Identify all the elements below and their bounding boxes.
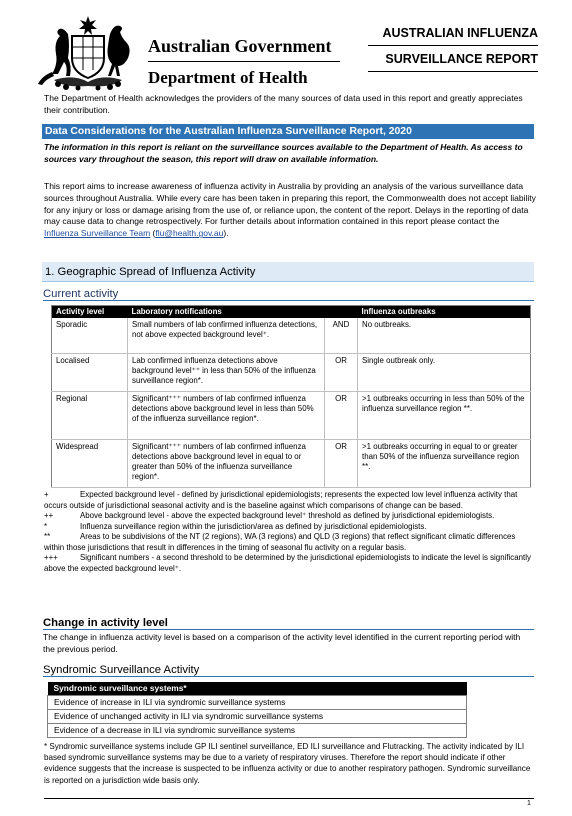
table-header-row [52,306,531,319]
table-row [52,353,531,391]
heading-rule [43,300,534,301]
footnote-symbol: +++ [44,553,58,562]
change-activity-text: The change in influenza activity level is based on a comparison of the activity level identified in the current reporting period with the previous period. [43,632,521,654]
email-link[interactable]: flu@health.gov.au [155,228,224,239]
footnote-text: Above background level - above the expected background level⁺ threshold as defined by jurisdictional epidemiologists. [80,511,495,520]
table-row [48,724,467,738]
section-1-title: 1. Geographic Spread of Influenza Activity [42,262,534,282]
aims-text: This report aims to increase awareness of influenza activity in Australia by providing an analysis of the various surveillance data sources throughout Australia. While every care has been taken in preparing this report, the Commonwealth does not accept liability for any injury or loss or damage arising from the use of, or reliance upon, the content of the report. Delays in the reporting of data may cause data to change retrospectively. For further details about information contained in this report please contact the [44,181,536,227]
footnote [44,511,534,522]
outbreaks-cell: >1 outbreaks occurring in equal to or greater than 50% of the influenza surveillance region **. [358,439,531,487]
column-header: Activity level [52,306,128,319]
activity-level-cell: Widespread [52,439,128,487]
outbreaks-cell: No outbreaks. [358,318,531,353]
activity-level-table [51,305,531,488]
activity-level-cell: Localised [52,353,128,391]
table-row [52,439,531,487]
column-header: Laboratory notifications [128,306,325,319]
current-activity-heading: Current activity [43,288,119,300]
footnote [44,553,534,574]
heading-rule [43,629,534,630]
department-name: Department of Health [148,68,308,87]
operator-cell: OR [325,353,358,391]
report-aims-paragraph [44,181,536,240]
footnote-symbol: ++ [44,511,54,520]
report-title-line1: AUSTRALIAN INFLUENZA [382,26,538,40]
lab-notifications-cell: Lab confirmed influenza detections above background level⁺⁺ in less than 50% of the influenza surveillance region*. [128,353,325,391]
footnote [44,490,534,511]
operator-cell: OR [325,391,358,439]
syndromic-heading: Syndromic Surveillance Activity [43,664,200,676]
lab-notifications-cell: Significant⁺⁺⁺ numbers of lab confirmed influenza detections above background level in equal to or greater than 50% of the influenza surveillance region*. [128,439,325,487]
operator-cell: AND [325,318,358,353]
report-title [368,22,538,74]
outbreaks-cell: >1 outbreaks occurring in less than 50% of the influenza surveillance region **. [358,391,531,439]
footnote-symbol: * [44,521,48,531]
header-divider [148,61,340,62]
footnote-text: Influenza surveillance region within the jurisdiction/area as defined by jurisdictional epidemiologists. [80,521,427,531]
table-row [52,391,531,439]
report-title-rule [368,45,538,46]
paren-open: ( [150,228,156,239]
lab-notifications-cell: Small numbers of lab confirmed influenza detections, not above expected background level⁺. [128,318,325,353]
footer-rule [44,798,534,799]
syndromic-table [47,682,467,738]
syndromic-section [43,664,534,677]
page-number: 1 [527,800,531,807]
outbreaks-cell: Single outbreak only. [358,353,531,391]
acknowledgement-text: The Department of Health acknowledges the providers of the many sources of data used in this report and greatly appreciates their contribution. [44,93,523,115]
syndromic-note: * Syndromic surveillance systems include GP ILI sentinel surveillance, ED ILI surveillance and Flutracking. The activity indicated by ILI based syndromic surveillance systems may be due to a variety of respiratory viruses. Therefore the report should indicate if other evidence suggests that the increase is suspected to be influenza activity or due to another respiratory pathogen. Syndromic surveillance is reported on a jurisdiction wide basis only. [44,742,531,785]
syndromic-row: Evidence of a decrease in ILI via syndromic surveillance systems [48,724,467,738]
data-considerations-note: The information in this report is reliant on the surveillance sources available to the Department of Health. As access to sources vary throughout the season, this report will draw on available information. [44,142,523,164]
footnote-text: Areas to be subdivisions of the NT (2 regions), WA (3 regions) and QLD (3 regions) that reflect significant climatic differences within those jurisdictions that result in differences in the timing of seasonal flu activity on a regular basis. [44,532,516,552]
change-activity-heading: Change in activity level [43,617,168,629]
column-header [325,306,358,319]
activity-level-cell: Regional [52,391,128,439]
operator-cell: OR [325,439,358,487]
report-title-line2: SURVEILLANCE REPORT [385,52,538,66]
footnote-text: Expected background level - defined by jurisdictional epidemiologists; represents the expected low level influenza activity that occurs outside of jurisdictional seasonal activity and is the baseline against which comparisons of change can be based. [44,490,518,510]
data-considerations-title: Data Considerations for the Australian Influenza Surveillance Report, 2020 [42,124,534,139]
footnote-symbol: + [44,490,49,499]
table-row [52,318,531,353]
syndromic-row: Evidence of increase in ILI via syndromic surveillance systems [48,696,467,710]
activity-level-cell: Sporadic [52,318,128,353]
footnote [44,522,534,533]
report-title-rule [368,71,538,72]
paren-close: ). [223,228,229,239]
footnotes [44,490,534,574]
footnote-symbol: ** [44,532,51,541]
heading-rule [43,676,534,677]
syndromic-row: Evidence of unchanged activity in ILI via syndromic surveillance systems [48,710,467,724]
table-row [48,710,467,724]
surveillance-team-link[interactable]: Influenza Surveillance Team [44,228,151,239]
footnote-text: Significant numbers - a second threshold to be determined by the jurisdictional epidemiologists to indicate the level is significantly above the expected background level⁺. [44,553,531,573]
coat-of-arms-logo [34,14,142,92]
column-header: Syndromic surveillance systems* [48,682,467,696]
government-name: Australian Government [148,36,332,56]
footnote [44,532,534,553]
current-activity-section [43,288,534,301]
lab-notifications-cell: Significant⁺⁺⁺ numbers of lab confirmed influenza detections above background level in less than 50% of the influenza surveillance region*. [128,391,325,439]
table-header-row [48,682,467,696]
change-activity-section [43,617,534,656]
table-row [48,696,467,710]
column-header: Influenza outbreaks [358,306,531,319]
